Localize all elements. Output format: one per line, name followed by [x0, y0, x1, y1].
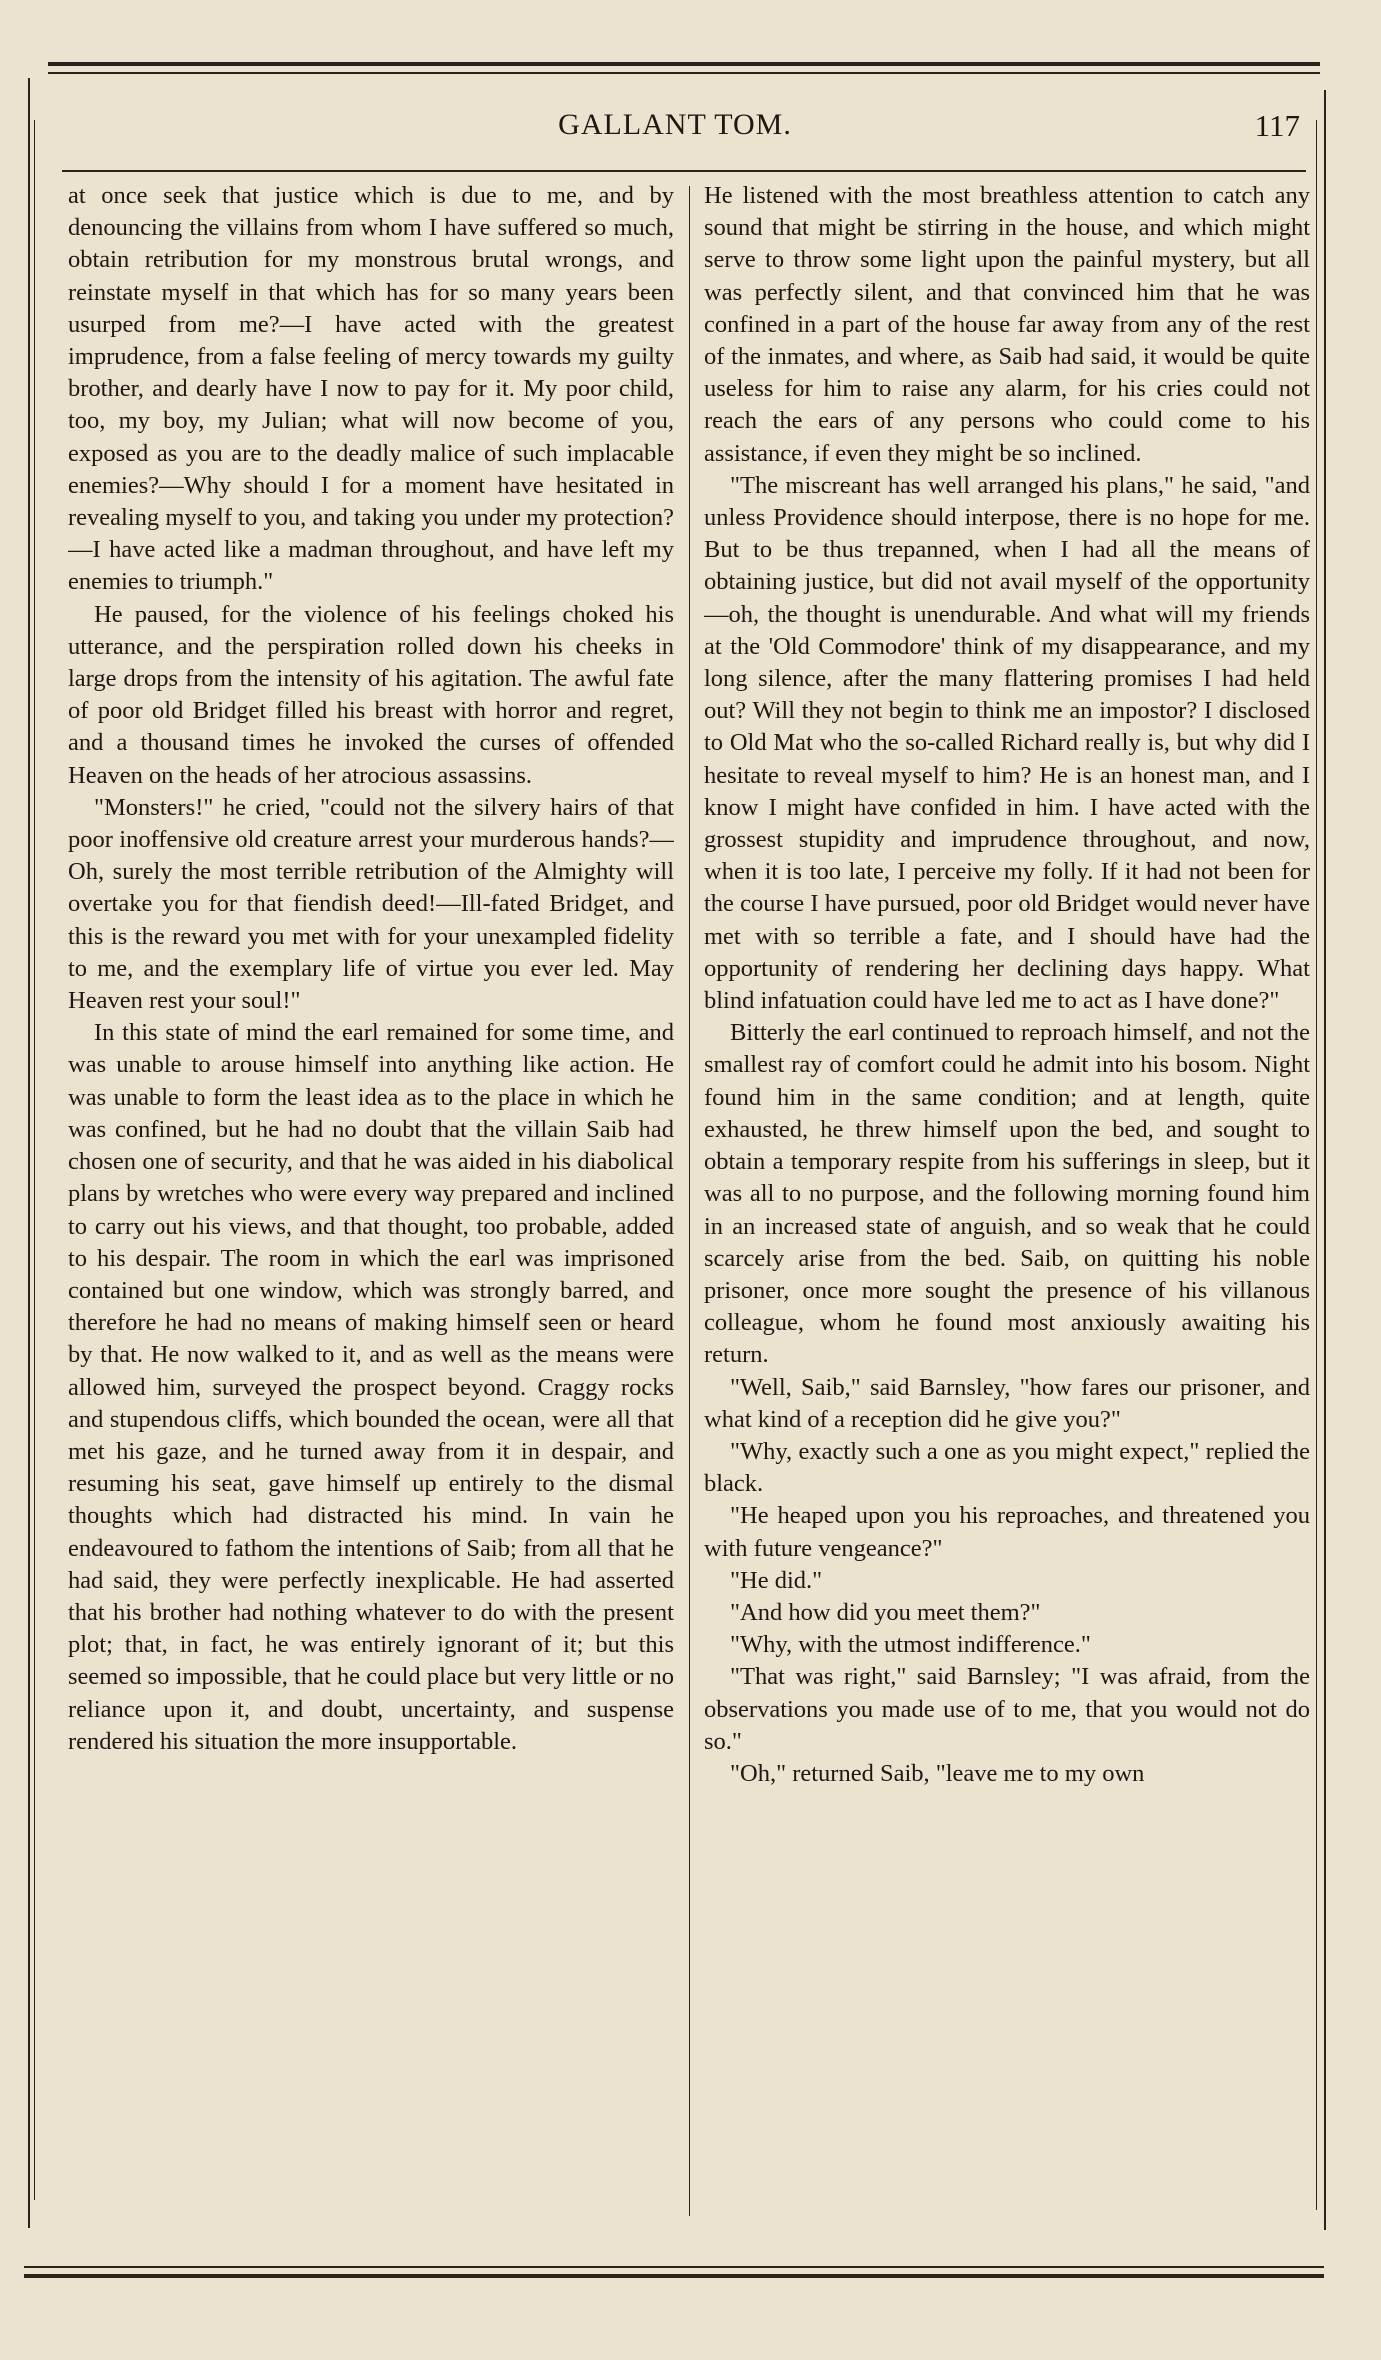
paragraph: "Well, Saib," said Barnsley, "how fares our prisoner, and what kind of a reception did he give you?"	[704, 1373, 1310, 1433]
right-border-line	[1324, 90, 1326, 2230]
paragraph: "Why, exactly such a one as you might expect," replied the black.	[704, 1437, 1310, 1498]
left-border-line	[28, 78, 30, 2228]
paragraph: "He did."	[730, 1566, 823, 1594]
paragraph: "Oh," returned Saib, "leave me to my own	[730, 1759, 1145, 1787]
paragraph: "That was right," said Barnsley; "I was afraid, from the observations you made use of to me, that you would not do so."	[704, 1663, 1310, 1755]
right-border-line-inner	[1316, 120, 1317, 2210]
paragraph: "And how did you meet them?"	[730, 1598, 1041, 1626]
header-rule	[62, 170, 1306, 172]
running-header	[40, 108, 1310, 158]
running-title: GALLANT TOM.	[558, 108, 792, 141]
paragraph: He paused, for the violence of his feelings choked his utterance, and the perspiration rolled down his cheeks in large drops from the intensity of his agitation. The awful fate of poor old Bridget filled his breast with horror and regret, and a thousand times he invoked the curses of offended Heaven on the heads of her atrocious assassins.	[68, 600, 674, 789]
paragraph: "Why, with the utmost indifference."	[730, 1631, 1091, 1659]
column-divider	[689, 186, 690, 2216]
paragraph: In this state of mind the earl remained for some time, and was unable to arouse himself into anything like action. He was unable to form the least idea as to the place in which he was confined, but he had no doubt that the villain Saib had chosen one of security, and that he was aided in his diabolical plans by wretches who were every way prepared and inclined to carry out his views, and that thought, too probable, added to his despair. The room in which the earl was imprisoned contained but one window, which was strongly barred, and therefore he had no means of making himself seen or heard by that. He now walked to it, and as well as the means were allowed him, surveyed the prospect beyond. Craggy rocks and stupendous cliffs, which bounded the ocean, were all that met his gaze, and he turned away from it in despair, and resuming his seat, gave himself up entirely to the dismal thoughts which had distracted his mind. In vain he endeavoured to fathom the intentions of Saib; from all that he had said, they were perfectly inexplicable. He had asserted that his brother had nothing whatever to do with the present plot; that, in fact, he was entirely ignorant of it; but this seemed so impossible, that he could place but very little or no reliance upon it, and doubt, uncertainty, and suspense rendered his situation the more insupportable.	[68, 1019, 674, 1755]
right-column	[704, 180, 1310, 2240]
paragraph: "He heaped upon you his reproaches, and threatened you with future vengeance?"	[704, 1502, 1310, 1562]
left-border-line-inner	[34, 120, 35, 2200]
bottom-rule-thick	[24, 2274, 1324, 2278]
paragraph: "Monsters!" he cried, "could not the silvery hairs of that poor inoffensive old creature arrest your murderous hands?—Oh, surely the most terrible retribution of the Almighty will overtake you for that fiendish deed!—Ill-fated Bridget, and this is the reward you met with for your unexampled fidelity to me, and the exemplary life of virtue you ever led. May Heaven rest your soul!"	[68, 793, 674, 1015]
page-number: 117	[1254, 108, 1300, 143]
top-rule-thick	[48, 62, 1320, 66]
paragraph: Bitterly the earl continued to reproach himself, and not the smallest ray of comfort could he admit into his bosom. Night found him in the same condition; and at length, quite exhausted, he threw himself upon the bed, and sought to obtain a temporary respite from his sufferings in sleep, but it was all to no purpose, and the following morning found him in an increased state of anguish, and so weak that he could scarcely arise from the bed. Saib, on quitting his noble prisoner, once more sought the presence of his villanous colleague, whom he found most anxiously awaiting his return.	[704, 1019, 1310, 1369]
top-rule-thin	[48, 72, 1320, 74]
paragraph: He listened with the most breathless attention to catch any sound that might be stirring in the house, and which might serve to throw some light upon the painful mystery, but all was perfectly silent, and that convinced him that he was confined in a part of the house far away from any of the rest of the inmates, and where, as Saib had said, it would be quite useless for him to raise any alarm, for his cries could not reach the ears of any persons who could come to his assistance, if even they might be so inclined.	[704, 182, 1310, 467]
paragraph: "The miscreant has well arranged his plans," he said, "and unless Providence should interpose, there is no hope for me. But to be thus trepanned, when I had all the means of obtaining justice, but did not avail myself of the opportunity—oh, the thought is unendurable. And what will my friends at the 'Old Commodore' think of my disappearance, and my long silence, after the many flattering promises I had held out? Will they not begin to think me an impostor? I disclosed to Old Mat who the so-called Richard really is, but why did I hesitate to reveal myself to him? He is an honest man, and I know I might have confided in him. I have acted with the grossest stupidity and imprudence throughout, and now, when it is too late, I perceive my folly. If it had not been for the course I have pursued, poor old Bridget would never have met with so terrible a fate, and I should have had the opportunity of rendering her declining days happy. What blind infatuation could have led me to act as I have done?"	[704, 471, 1310, 1015]
left-column	[68, 180, 674, 2240]
bottom-rule-thin	[24, 2266, 1324, 2268]
paragraph: at once seek that justice which is due to me, and by denouncing the villains from whom I have suffered so much, obtain retribution for my monstrous brutal wrongs, and reinstate myself in that which has for so many years been usurped from me?—I have acted with the greatest imprudence, from a false feeling of mercy towards my guilty brother, and dearly have I now to pay for it. My poor child, too, my boy, my Julian; what will now become of you, exposed as you are to the deadly malice of such implacable enemies?—Why should I for a moment have hesitated in revealing myself to you, and taking you under my protection?—I have acted like a madman throughout, and have left my enemies to triumph."	[68, 182, 674, 596]
